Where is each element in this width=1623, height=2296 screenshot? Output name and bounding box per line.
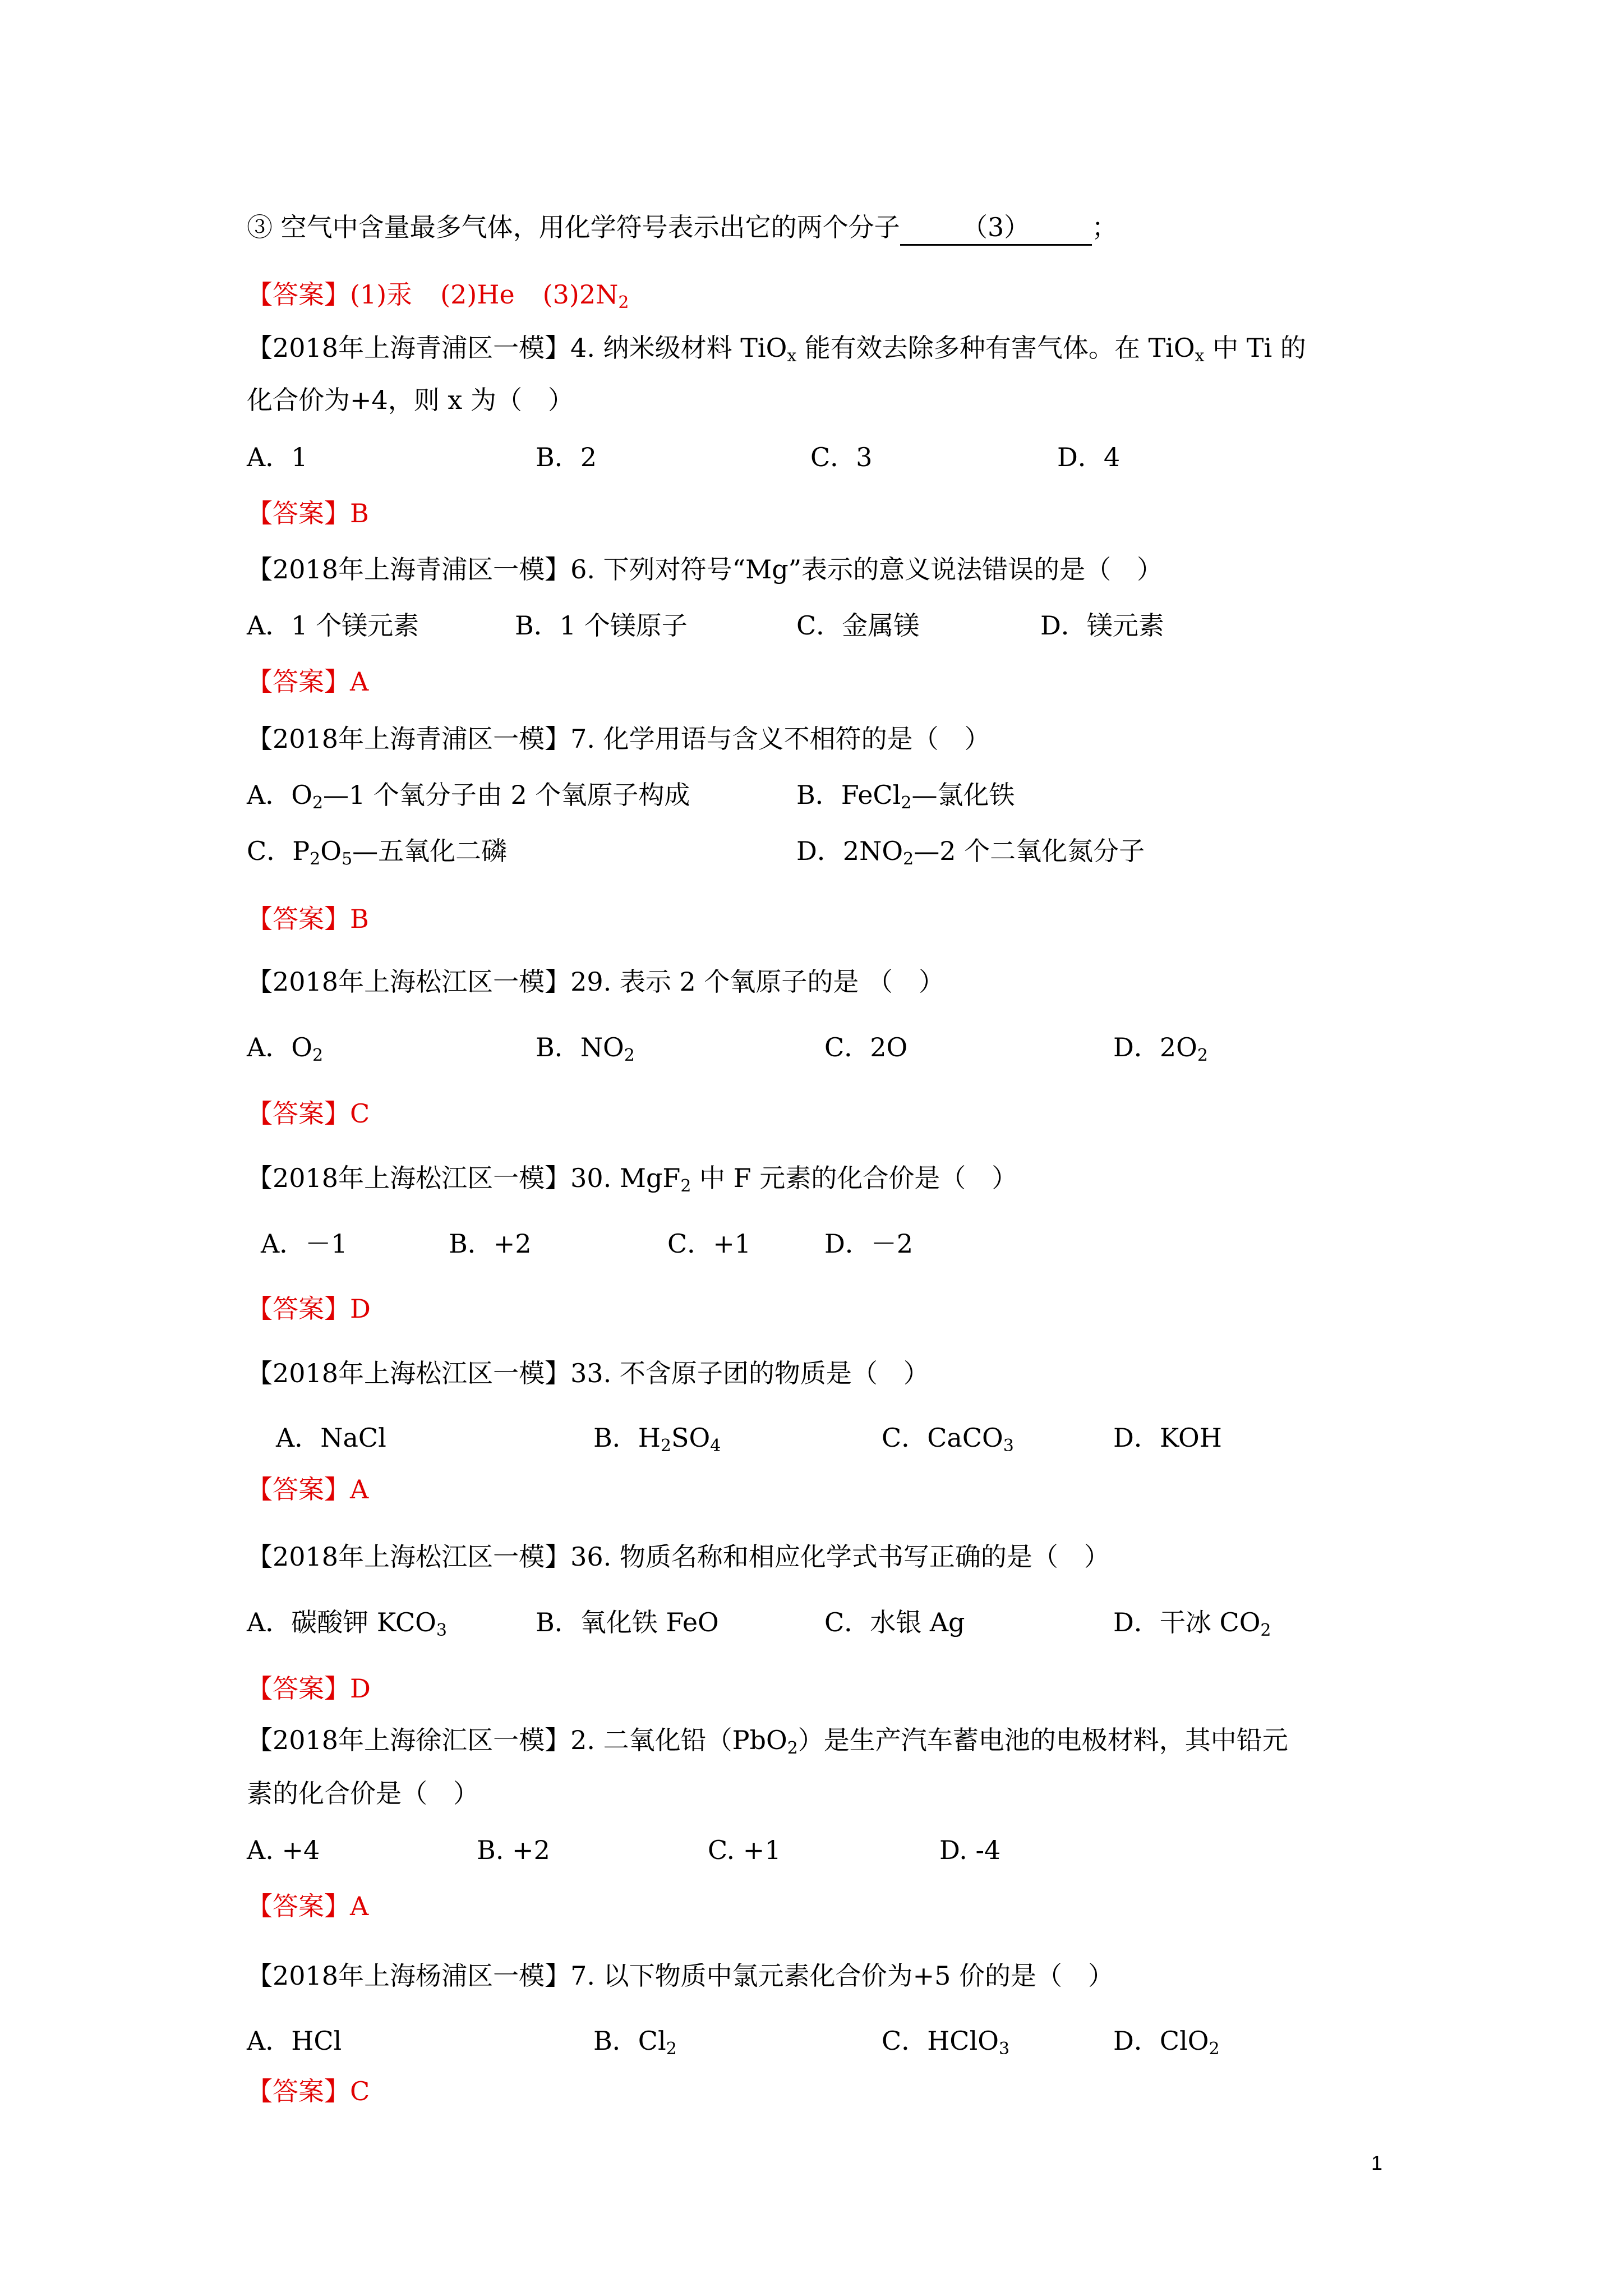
- answer-7: 【答案】B: [247, 904, 369, 934]
- option-a: A．$O_2$: [247, 1032, 324, 1065]
- page-number: 1: [1371, 2151, 1383, 2174]
- question-2: 【2018年上海徐汇区一模】2. 二氧化铅（PbO$_2$）是生产汽车蓄电池的电极材料，其中铅元: [247, 1725, 1288, 1758]
- option-a: A．1 个镁元素: [247, 610, 419, 641]
- option-a: A．NaCl: [276, 1423, 386, 1453]
- question-2-line2: 素的化合价是（ ）: [247, 1778, 479, 1809]
- option-a: A．－1: [261, 1228, 348, 1259]
- option-d: D．干冰 $CO_2$: [1113, 1607, 1271, 1640]
- option-c: C. +1: [708, 1835, 781, 1865]
- option-d: D．KOH: [1113, 1423, 1222, 1453]
- answer-2: 【答案】A: [247, 1891, 369, 1921]
- option-d: D．$2O_2$: [1113, 1032, 1208, 1065]
- option-d: D. -4: [939, 1835, 1001, 1865]
- answer-36: 【答案】D: [247, 1673, 371, 1704]
- option-c: C．金属镁: [796, 610, 920, 641]
- option-c: C．CaCO$_3$: [882, 1423, 1014, 1456]
- option-b: B．$H_2SO_4$: [593, 1423, 721, 1456]
- option-b: B．+2: [449, 1228, 532, 1259]
- question-30: 【2018年上海松江区一模】30. MgF$_2$ 中 F 元素的化合价是（ ）: [247, 1163, 1018, 1196]
- question-7b: 【2018年上海杨浦区一模】7. 以下物质中氯元素化合价为+5 价的是（ ）: [247, 1961, 1114, 1991]
- option-c: C．2O: [824, 1032, 908, 1062]
- answer-30: 【答案】D: [247, 1294, 371, 1324]
- question-36: 【2018年上海松江区一模】36. 物质名称和相应化学式书写正确的是（ ）: [247, 1542, 1110, 1572]
- option-d: D．ClO$_2$: [1113, 2026, 1220, 2059]
- question-29: 【2018年上海松江区一模】29. 表示 2 个氧原子的是 （ ）: [247, 967, 944, 997]
- answer-4: 【答案】B: [247, 498, 369, 528]
- answer-blank: （3）: [900, 210, 1092, 246]
- option-a: A．碳酸钾 $KCO_3$: [247, 1607, 447, 1640]
- question-33: 【2018年上海松江区一模】33. 不含原子团的物质是（ ）: [247, 1358, 929, 1388]
- question-7: 【2018年上海青浦区一模】7. 化学用语与含义不相符的是（ ）: [247, 724, 990, 754]
- answer-7b: 【答案】C: [247, 2076, 370, 2106]
- question-6: 【2018年上海青浦区一模】6. 下列对符号“Mg”表示的意义说法错误的是（ ）: [247, 554, 1163, 585]
- option-c: C．3: [810, 442, 873, 472]
- option-c: C．$P_2O_5—$五氧化二磷: [247, 836, 508, 869]
- option-c: C．水银 Ag: [824, 1607, 965, 1637]
- question-4-line2: 化合价为+4，则 x 为（ ）: [247, 385, 574, 415]
- option-b: B．2: [536, 442, 597, 472]
- option-b: B．$NO_2$: [536, 1032, 635, 1065]
- option-d: D．4: [1057, 442, 1121, 472]
- answer-6: 【答案】A: [247, 666, 369, 697]
- option-b: B．氧化铁 FeO: [536, 1607, 719, 1637]
- option-a: A．HCl: [247, 2026, 342, 2056]
- option-a: A．$O_2—1$ 个氧分子由 2 个氧原子构成: [247, 780, 690, 813]
- question-air: ③ 空气中含量最多气体，用化学符号表示出它的两个分子 （3） ；: [247, 210, 1118, 246]
- option-b: B. +2: [477, 1835, 550, 1865]
- answer-29: 【答案】C: [247, 1098, 370, 1129]
- option-c: C．HClO$_3$: [882, 2026, 1010, 2059]
- answer-33: 【答案】A: [247, 1474, 369, 1504]
- option-b: B．$Cl_2$: [593, 2026, 677, 2059]
- option-c: C．+1: [667, 1228, 751, 1259]
- question-4-line1: 【2018年上海青浦区一模】4. 纳米级材料 TiO$_x$ 能有效去除多种有害气体。在 TiO$_x$ 中 Ti 的: [247, 333, 1306, 366]
- option-d: D．$2NO_2—2$ 个二氧化氮分子: [796, 836, 1145, 869]
- option-d: D．－2: [824, 1228, 914, 1259]
- option-a: A．1: [247, 442, 308, 472]
- option-b: B．FeCl$_2$—氯化铁: [796, 780, 1015, 813]
- option-b: B．1 个镁原子: [515, 610, 688, 641]
- option-d: D．镁元素: [1040, 610, 1164, 641]
- option-a: A. +4: [247, 1835, 320, 1865]
- answer-air: 【答案】(1)汞 (2)He $(3)2N_2$: [247, 279, 629, 312]
